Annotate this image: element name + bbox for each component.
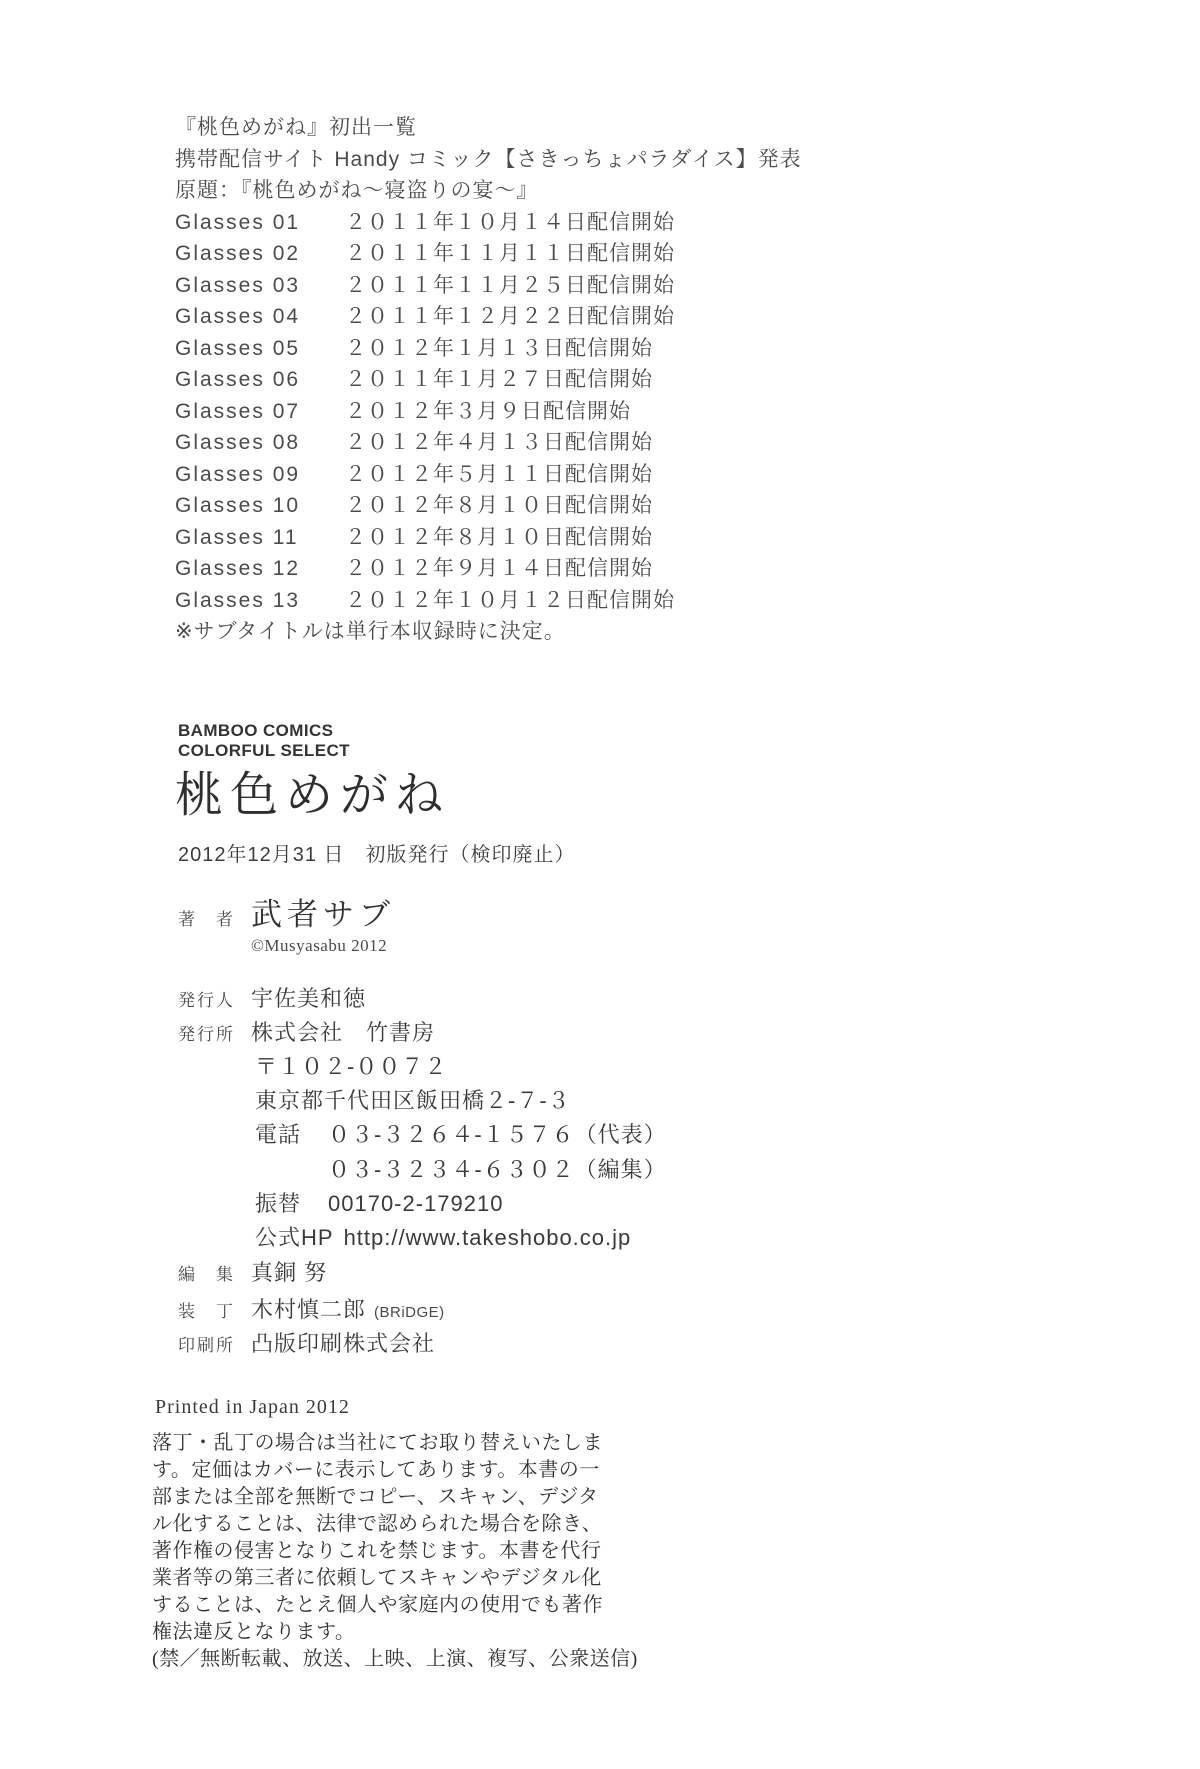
episode-date: ２０１１年１１月２５日配信開始 [345, 273, 675, 297]
designer-row [178, 1293, 445, 1324]
designer-studio: (BRiDGE) [374, 1304, 445, 1321]
legal-line: 著作権の侵害となりこれを禁じます。本書を代行 [152, 1540, 602, 1562]
episode-name: Glasses 08 [175, 431, 301, 454]
publisher-row [178, 982, 366, 1013]
episode-date: ２０１２年８月１０日配信開始 [345, 494, 653, 517]
episode-name: Glasses 09 [175, 462, 301, 486]
book-title: 桃色めがね [175, 769, 451, 822]
publishing-house-label: 発行所 [178, 1025, 235, 1044]
episode-date: ２０１１年１２月２２日配信開始 [345, 305, 675, 328]
website-row [255, 1221, 631, 1252]
episode-row [175, 396, 802, 428]
episode-date: ２０１２年３月９日配信開始 [345, 399, 631, 423]
printed-in-japan: Printed in Japan 2012 [155, 1396, 350, 1418]
legal-line: ル化することは、法律で認められた場合を除き、 [152, 1513, 603, 1535]
phone-row [255, 1118, 667, 1149]
legal-line: す。定価はカバーに表示してあります。本書の一 [152, 1459, 600, 1481]
editor-row [178, 1256, 327, 1287]
legal-notice [152, 1430, 638, 1673]
legal-line: 業者等の第三者に依頼してスキャンやデジタル化 [152, 1567, 602, 1589]
episode-date: ２０１２年１０月１２日配信開始 [345, 588, 675, 612]
imprint-line1: BAMBOO COMICS [178, 721, 334, 740]
address-row [255, 1084, 571, 1115]
postal-code: 〒１０２-００７２ [255, 1054, 448, 1079]
episode-row [175, 333, 802, 365]
episode-name: Glasses 05 [175, 336, 301, 360]
legal-line: 落丁・乱丁の場合は当社にてお取り替えいたしま [152, 1432, 603, 1454]
phone-editorial: ０３-３２３４-６３０２（編集） [328, 1157, 667, 1182]
episode-row [175, 207, 802, 239]
episode-name: Glasses 13 [175, 588, 301, 612]
episode-date: ２０１２年９月１４日配信開始 [345, 557, 653, 580]
legal-line: することは、たとえ個人や家庭内の使用でも著作 [152, 1594, 603, 1616]
episode-row [175, 522, 802, 554]
imprint-line2: COLORFUL SELECT [178, 741, 350, 760]
designer-name: 木村慎二郎 [251, 1297, 367, 1322]
episode-row [175, 553, 802, 585]
episode-date: ２０１２年１月１３日配信開始 [345, 336, 653, 360]
episode-row [175, 364, 802, 396]
phone-label: 電話 [255, 1122, 302, 1147]
address: 東京都千代田区飯田橋２-７-３ [255, 1088, 571, 1113]
legal-line: 権法違反となります。 [152, 1621, 356, 1643]
episode-name: Glasses 12 [175, 557, 301, 580]
episode-name: Glasses 10 [175, 494, 301, 517]
serialization-heading: 『桃色めがね』初出一覧 [175, 116, 417, 139]
author-name: 武者サブ [251, 897, 395, 932]
episode-row [175, 301, 802, 333]
serialization-note: ※サブタイトルは単行本収録時に決定。 [175, 620, 566, 643]
printer-label: 印刷所 [178, 1336, 235, 1355]
legal-line: (禁／無断転載、放送、上映、上演、複写、公衆送信) [152, 1648, 638, 1670]
phone-main: ０３-３２６４-１５７６（代表） [328, 1122, 667, 1147]
publishing-house-name: 株式会社 竹書房 [251, 1020, 436, 1045]
author-row [178, 889, 395, 934]
website-url: http://www.takeshobo.co.jp [343, 1225, 632, 1250]
printer-row [178, 1327, 435, 1358]
episode-row [175, 459, 802, 491]
printer-name: 凸版印刷株式会社 [251, 1331, 436, 1356]
episode-date: ２０１１年１１月１１日配信開始 [345, 242, 675, 265]
episode-row [175, 585, 802, 617]
editor-label: 編 集 [178, 1265, 235, 1284]
postal-code-row [255, 1050, 447, 1081]
edition-line: 2012年12月31 日 初版発行（検印廃止） [178, 844, 576, 866]
episode-date: ２０１２年４月１３日配信開始 [345, 431, 653, 454]
episode-date: ２０１２年８月１０日配信開始 [345, 525, 653, 549]
episode-date: ２０１１年１０月１４日配信開始 [345, 210, 675, 234]
serialization-site-line: 携帯配信サイト Handy コミック【さきっちょパラダイス】発表 [175, 147, 802, 171]
episode-name: Glasses 11 [175, 525, 299, 549]
episode-name: Glasses 07 [175, 399, 301, 423]
phone-editorial-row [328, 1153, 667, 1184]
designer-label: 装 丁 [178, 1302, 235, 1321]
publisher-label: 発行人 [178, 991, 235, 1010]
website-label: 公式HP [255, 1225, 334, 1250]
episode-name: Glasses 01 [175, 210, 301, 234]
serialization-original-title: 原題：『桃色めがね〜寝盗りの宴〜』 [175, 179, 539, 202]
author-label: 著 者 [178, 910, 235, 929]
transfer-label: 振替 [255, 1191, 302, 1216]
legal-line: 部または全部を無断でコピー、スキャン、デジタ [152, 1486, 599, 1508]
episode-name: Glasses 02 [175, 242, 301, 265]
episode-date: ２０１２年５月１１日配信開始 [345, 462, 653, 486]
episode-row [175, 238, 802, 270]
transfer-number: 00170-2-179210 [328, 1191, 504, 1216]
episode-row [175, 427, 802, 459]
editor-name: 真銅 努 [251, 1260, 328, 1285]
episode-date: ２０１１年１月２７日配信開始 [345, 368, 653, 391]
publisher-name: 宇佐美和徳 [251, 986, 367, 1011]
episode-row [175, 490, 802, 522]
episode-name: Glasses 03 [175, 273, 301, 297]
episode-name: Glasses 04 [175, 305, 301, 328]
copyright-line: ©Musyasabu 2012 [251, 936, 388, 955]
serialization-list [175, 112, 802, 648]
episode-row [175, 270, 802, 302]
episode-name: Glasses 06 [175, 368, 301, 391]
publishing-house-row [178, 1016, 435, 1047]
imprint-logo [178, 721, 350, 761]
transfer-row [255, 1187, 503, 1218]
